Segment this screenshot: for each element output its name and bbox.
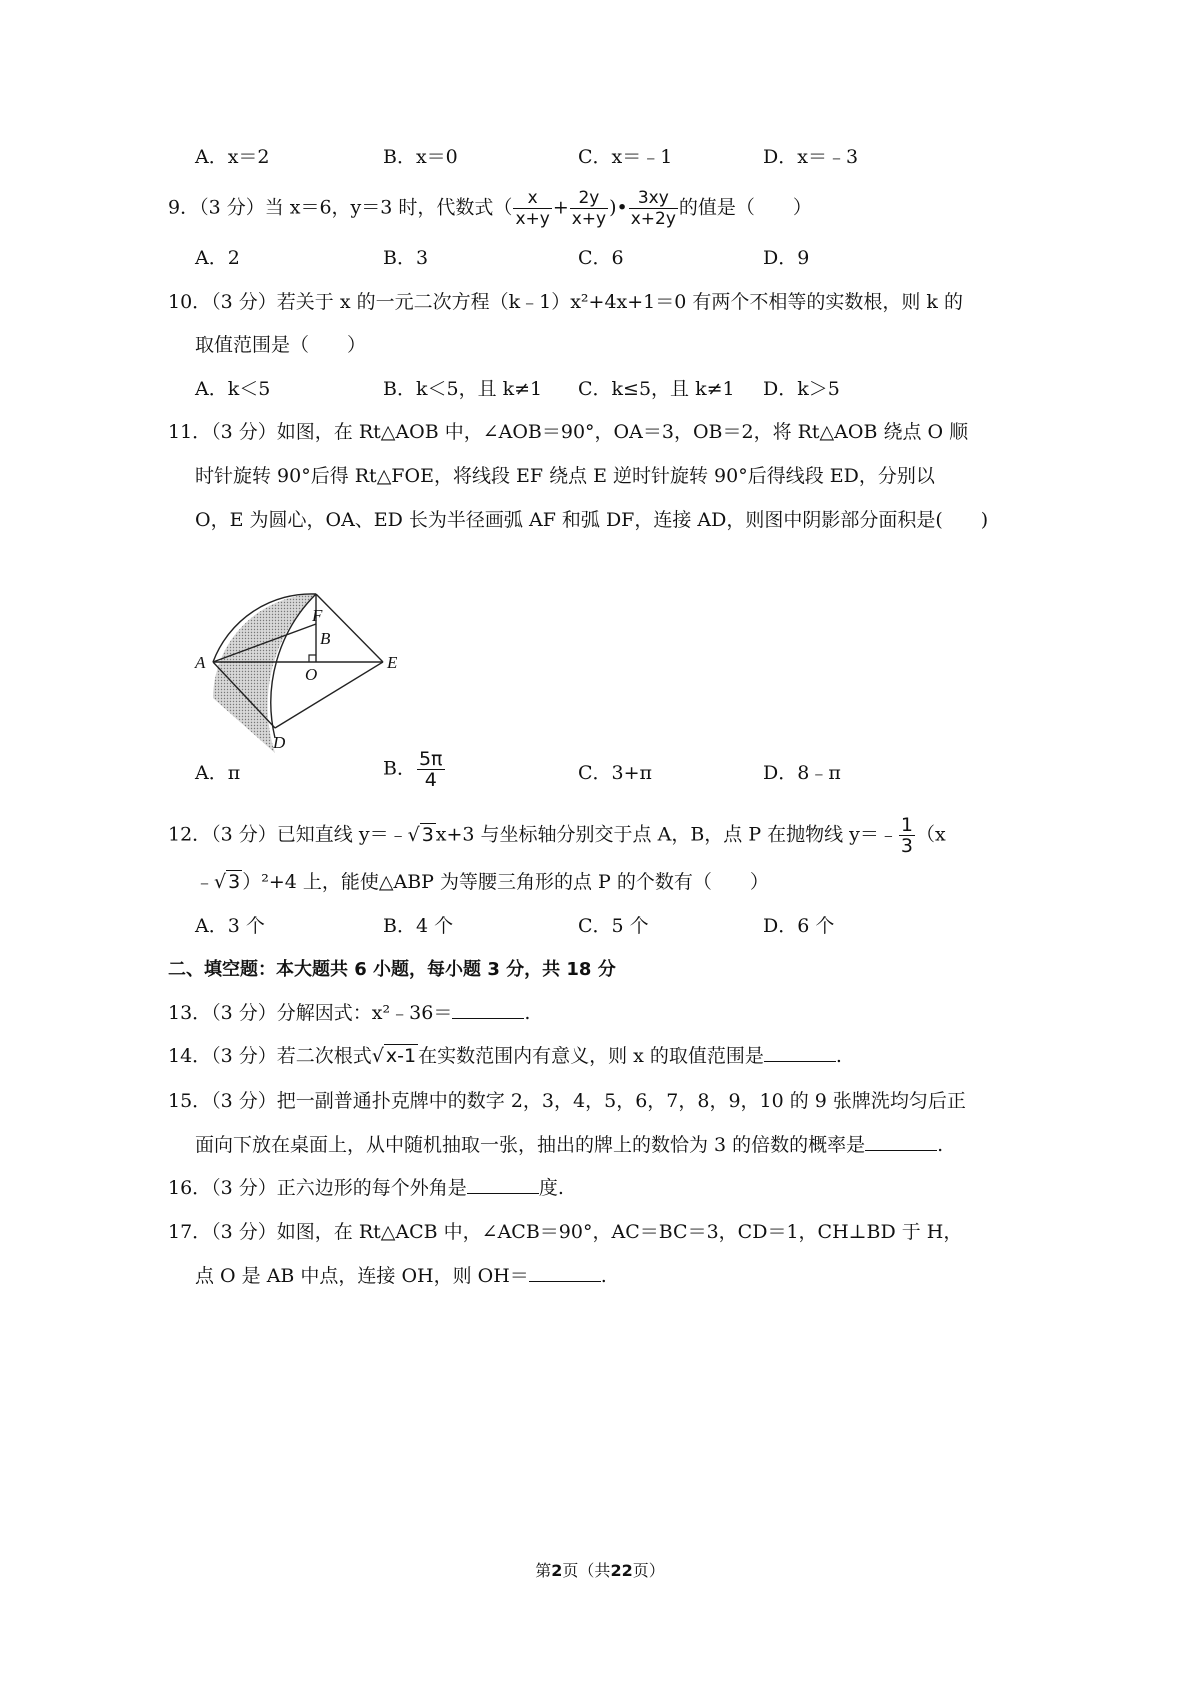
footer-text-b: 页（共 bbox=[562, 1561, 611, 1580]
q8-option-c: C．x＝﹣1 bbox=[578, 146, 673, 168]
label-e: E bbox=[387, 653, 398, 672]
q9-fraction-1 bbox=[513, 188, 551, 229]
q9-plus: + bbox=[552, 196, 569, 219]
q10-option-a: A．k＜5 bbox=[195, 378, 271, 400]
footer-text-a: 第 bbox=[535, 1561, 552, 1580]
q12-sqrt-3b: √ 3 bbox=[214, 871, 241, 893]
q9-suffix: 的值是（ ） bbox=[678, 196, 812, 219]
q11-option-c: C．3+π bbox=[578, 762, 653, 784]
q12-sqrt-radicand: 3 bbox=[421, 823, 434, 846]
q9-fraction-3 bbox=[629, 188, 678, 229]
section-2-heading: 二、填空题：本大题共 6 小题，每小题 3 分，共 18 分 bbox=[168, 959, 616, 980]
right-angle-mark bbox=[309, 655, 316, 662]
q11-option-b bbox=[383, 749, 446, 790]
q12-frac-denominator: 3 bbox=[900, 835, 914, 857]
q14-prefix: 14．（3 分）若二次根式 bbox=[168, 1045, 372, 1067]
q9-f1-numerator: x bbox=[513, 188, 551, 209]
q9-f3-denominator: x+2y bbox=[630, 209, 676, 229]
q14-suffix: . bbox=[835, 1045, 842, 1067]
q12-frac-numerator: 1 bbox=[900, 814, 914, 836]
label-f: F bbox=[312, 606, 323, 625]
q14-middle: 在实数范围内有意义，则 x 的取值范围是 bbox=[418, 1045, 764, 1067]
q8-option-a: A．x＝2 bbox=[195, 146, 270, 168]
q8-option-d: D．x＝﹣3 bbox=[763, 146, 859, 168]
q14-radicand: x-1 bbox=[385, 1045, 417, 1067]
q12-text-a: 12．（3 分）已知直线 y＝﹣ bbox=[168, 823, 408, 846]
q9-fraction-2 bbox=[570, 188, 608, 229]
q11-line-2: 时针旋转 90°后得 Rt△FOE，将线段 EF 绕点 E 逆时针旋转 90°后得线段 ED，分别以 bbox=[195, 465, 935, 487]
q10-option-b: B．k＜5，且 k≠1 bbox=[383, 378, 543, 400]
q13-suffix: . bbox=[524, 1002, 531, 1024]
question-14 bbox=[168, 1044, 842, 1068]
q12-option-c: C．5 个 bbox=[578, 915, 649, 937]
question-16 bbox=[168, 1176, 564, 1200]
q12-option-a: A．3 个 bbox=[195, 915, 265, 937]
segment-fe bbox=[316, 594, 383, 662]
q9-option-c: C．6 bbox=[578, 247, 624, 269]
question-13 bbox=[168, 1001, 530, 1025]
q17-line-1: 17．（3 分）如图，在 Rt△ACB 中，∠ACB＝90°，AC＝BC＝3，CD＝1，CH⊥BD 于 H， bbox=[168, 1221, 963, 1243]
q9-f3-numerator: 3xy bbox=[629, 188, 678, 209]
q11-b-numerator: 5π bbox=[418, 748, 443, 770]
q14-sqrt: √ x-1 bbox=[371, 1045, 417, 1067]
q15-answer-blank bbox=[865, 1134, 937, 1151]
q10-line-1: 10．（3 分）若关于 x 的一元二次方程（k﹣1）x²+4x+1＝0 有两个不相等的实数根，则 k 的 bbox=[168, 291, 963, 313]
q9-dot: )• bbox=[609, 196, 628, 219]
q12-line2-b: ）²+4 上，能使△ABP 为等腰三角形的点 P 的个数有（ ） bbox=[242, 871, 769, 893]
footer-page-number: 2 bbox=[551, 1561, 563, 1580]
label-o: O bbox=[305, 665, 318, 684]
q8-option-b: B．x＝0 bbox=[383, 146, 458, 168]
q9-f2-denominator: x+y bbox=[571, 209, 607, 229]
q11-option-a: A．π bbox=[195, 762, 241, 784]
q17-line2-text: 点 O 是 AB 中点，连接 OH，则 OH＝ bbox=[195, 1265, 529, 1287]
q11-geometry-figure bbox=[195, 592, 425, 752]
q12-text-b: x+3 与坐标轴分别交于点 A，B，点 P 在抛物线 y＝﹣ bbox=[435, 823, 898, 846]
footer-total-pages: 22 bbox=[610, 1561, 633, 1580]
q11-line-1: 11．（3 分）如图，在 Rt△AOB 中，∠AOB＝90°，OA＝3，OB＝2，将 Rt△AOB 绕点 O 顺 bbox=[168, 421, 969, 443]
question-9 bbox=[168, 188, 812, 229]
q16-suffix: 度. bbox=[538, 1177, 564, 1199]
q14-answer-blank bbox=[764, 1045, 836, 1062]
q15-line2-text: 面向下放在桌面上，从中随机抽取一张，抽出的牌上的数恰为 3 的倍数的概率是 bbox=[195, 1134, 866, 1156]
q9-option-b: B．3 bbox=[383, 247, 429, 269]
q12-fraction bbox=[899, 815, 915, 856]
q11-option-d: D．8﹣π bbox=[763, 762, 841, 784]
q17-line-2 bbox=[195, 1264, 607, 1288]
q11-b-denominator: 4 bbox=[424, 769, 437, 791]
q10-option-d: D．k＞5 bbox=[763, 378, 840, 400]
q9-f2-numerator: 2y bbox=[570, 188, 608, 209]
q12-line-1 bbox=[168, 815, 946, 856]
shaded-region-fill bbox=[213, 594, 316, 753]
q11-option-b-label: B． bbox=[383, 757, 416, 780]
q16-prefix: 16．（3 分）正六边形的每个外角是 bbox=[168, 1177, 467, 1199]
label-b: B bbox=[320, 629, 331, 648]
q10-line-2: 取值范围是（ ） bbox=[195, 334, 367, 356]
label-d: D bbox=[273, 733, 286, 752]
q12-line2-a: ﹣ bbox=[195, 871, 215, 893]
q11-line-3: O，E 为圆心，OA、ED 长为半径画弧 AF 和弧 DF，连接 AD，则图中阴影部分面积是( ) bbox=[195, 509, 989, 531]
q12-text-c: （x bbox=[916, 823, 946, 846]
q9-f1-denominator: x+y bbox=[515, 209, 550, 229]
q15-line-1: 15．（3 分）把一副普通扑克牌中的数字 2，3，4，5，6，7，8，9，10 的 9 张牌洗均匀后正 bbox=[168, 1090, 966, 1112]
q13-answer-blank bbox=[452, 1002, 524, 1019]
q12-option-d: D．6 个 bbox=[763, 915, 835, 937]
q11-option-b-fraction bbox=[417, 749, 445, 790]
q10-option-c: C．k≤5，且 k≠1 bbox=[578, 378, 735, 400]
q9-prefix: 9．（3 分）当 x＝6，y＝3 时，代数式（ bbox=[168, 196, 513, 219]
q13-text: 13．（3 分）分解因式：x²﹣36＝ bbox=[168, 1002, 453, 1024]
q12-line-2 bbox=[195, 870, 769, 894]
q15-line-2 bbox=[195, 1133, 943, 1157]
q15-suffix: . bbox=[937, 1134, 944, 1156]
segment-ed bbox=[275, 662, 383, 728]
q9-option-a: A．2 bbox=[195, 247, 240, 269]
label-a: A bbox=[195, 653, 206, 672]
q17-answer-blank bbox=[529, 1265, 601, 1282]
q9-option-d: D．9 bbox=[763, 247, 810, 269]
page-footer bbox=[0, 1558, 1200, 1581]
q12-sqrt-radicand-b: 3 bbox=[228, 871, 241, 893]
q16-answer-blank bbox=[467, 1177, 539, 1194]
footer-text-c: 页） bbox=[632, 1561, 665, 1580]
q17-suffix: . bbox=[600, 1265, 607, 1287]
q12-sqrt-3: √ 3 bbox=[407, 823, 434, 846]
q12-option-b: B．4 个 bbox=[383, 915, 454, 937]
